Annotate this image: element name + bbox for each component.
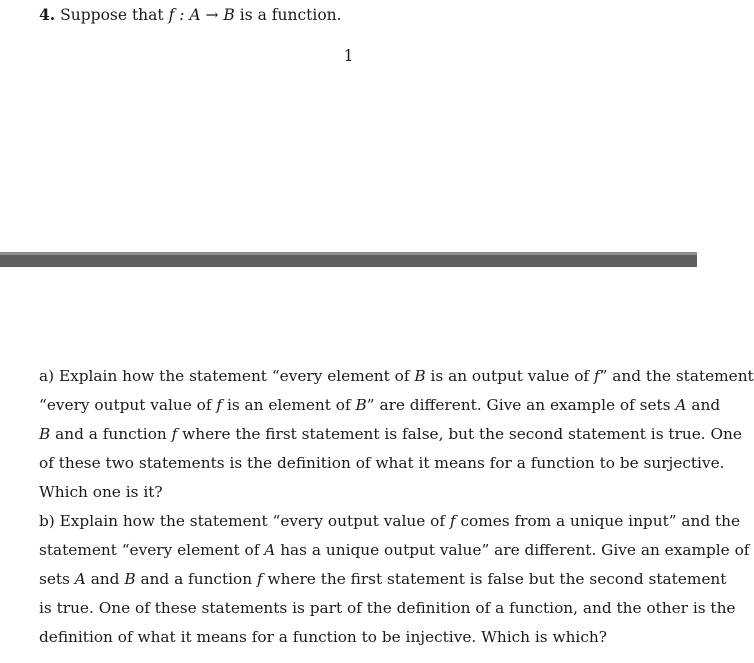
question-parts bbox=[39, 362, 754, 652]
math-variable: f bbox=[593, 367, 600, 385]
problem-statement bbox=[39, 5, 342, 25]
text-line: “every output value of f is an element of B” are different. Give an example of sets A and bbox=[39, 396, 721, 414]
page-separator bbox=[0, 252, 697, 267]
part-b bbox=[39, 507, 750, 652]
text-line: definition of what it means for a function to be injective. Which is which? bbox=[39, 628, 607, 646]
problem-prefix: Suppose that bbox=[60, 6, 164, 24]
math-variable: A bbox=[264, 541, 276, 559]
text-line: sets A and B and a function f where the first statement is false but the second statement bbox=[39, 570, 727, 588]
math-variable: f bbox=[171, 425, 178, 443]
page-2 bbox=[0, 267, 754, 663]
problem-suffix: is a function. bbox=[239, 6, 342, 24]
part-a bbox=[39, 362, 754, 507]
text-line: Which one is it? bbox=[39, 483, 163, 501]
problem-math: f : A → B bbox=[168, 6, 235, 24]
math-variable: f bbox=[216, 396, 223, 414]
math-variable: f bbox=[256, 570, 263, 588]
math-variable: B bbox=[414, 367, 426, 385]
text-line: B and a function f where the first statement is false, but the second statement is true. One bbox=[39, 425, 742, 443]
math-variable: B bbox=[124, 570, 136, 588]
text-line: statement “every element of A has a unique output value” are different. Give an example of bbox=[39, 541, 750, 559]
math-variable: A bbox=[74, 570, 86, 588]
math-variable: B bbox=[39, 425, 51, 443]
page-1 bbox=[0, 0, 697, 252]
text-line: a) Explain how the statement “every element of B is an output value of f” and the statement bbox=[39, 367, 754, 385]
text-line: is true. One of these statements is part of the definition of a function, and the other is the bbox=[39, 599, 736, 617]
problem-number: 4. bbox=[39, 5, 56, 24]
page-number: 1 bbox=[343, 47, 354, 65]
math-variable: B bbox=[355, 396, 367, 414]
math-variable: A bbox=[675, 396, 687, 414]
text-line: of these two statements is the definition of what it means for a function to be surjective. bbox=[39, 454, 725, 472]
text-line: b) Explain how the statement “every output value of f comes from a unique input” and the bbox=[39, 512, 741, 530]
math-variable: f bbox=[449, 512, 456, 530]
